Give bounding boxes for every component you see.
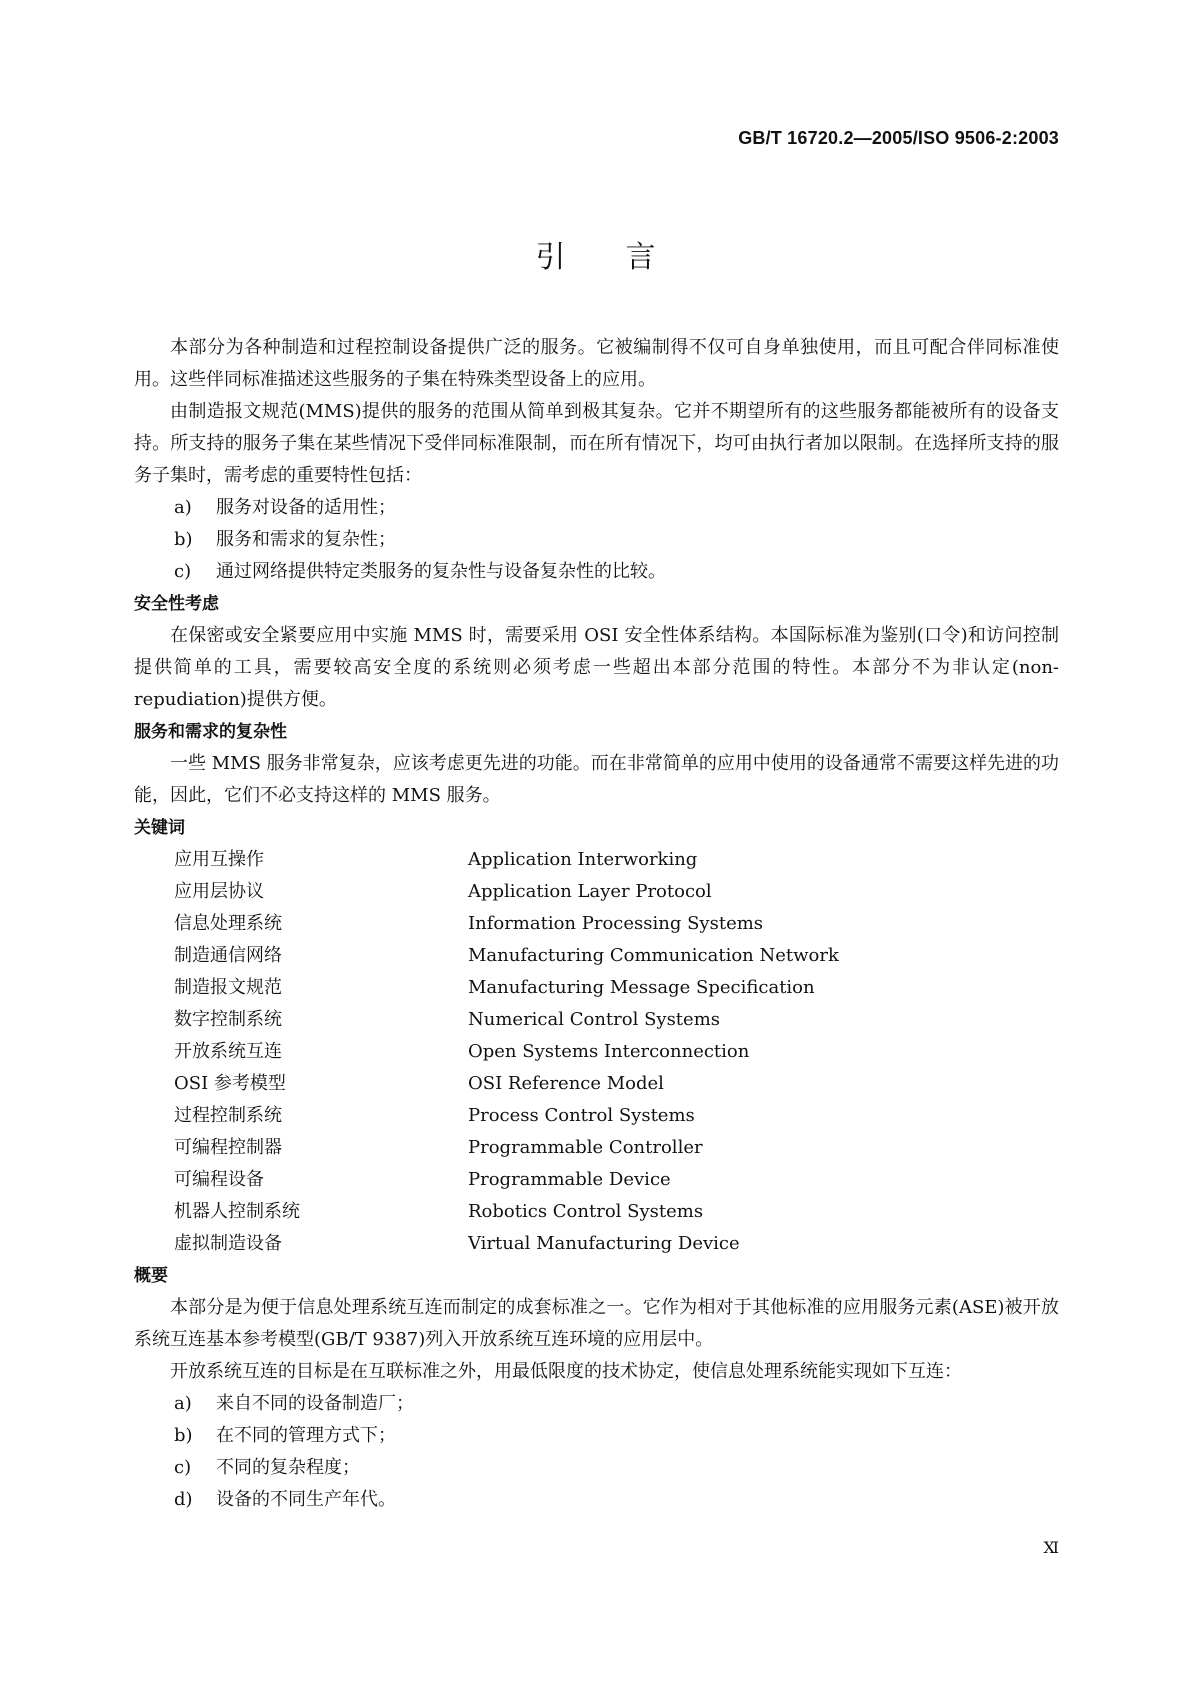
list-text: 在不同的管理方式下； — [216, 1425, 396, 1446]
list-item — [134, 1484, 1059, 1516]
keyword-en: Programmable Controller — [468, 1137, 703, 1158]
list-marker: b) — [174, 529, 193, 550]
keyword-row — [134, 1100, 1059, 1132]
intro-paragraph-1: 本部分为各种制造和过程控制设备提供广泛的服务。它被编制得不仅可自身单独使用，而且可配合伴同标准使用。这些伴同标准描述这些服务的子集在特殊类型设备上的应用。 — [134, 337, 1059, 390]
keyword-en: Manufacturing Message Specification — [468, 977, 815, 998]
list-marker: c) — [174, 561, 192, 582]
keyword-row — [134, 940, 1059, 972]
keyword-cn: 制造报文规范 — [174, 977, 282, 998]
list-marker: a) — [174, 1393, 192, 1414]
keyword-row — [134, 1196, 1059, 1228]
list-item — [134, 556, 1059, 588]
keyword-en: Application Interworking — [468, 849, 698, 870]
list-marker: d) — [174, 1489, 193, 1510]
keyword-row — [134, 1132, 1059, 1164]
list-item — [134, 492, 1059, 524]
keyword-en: Open Systems Interconnection — [468, 1041, 750, 1062]
keyword-cn: 可编程设备 — [174, 1169, 264, 1190]
keyword-cn: 虚拟制造设备 — [174, 1233, 282, 1254]
section-heading-overview: 概要 — [134, 1266, 168, 1286]
list-item — [134, 1420, 1059, 1452]
list-marker: c) — [174, 1457, 192, 1478]
keyword-row — [134, 1004, 1059, 1036]
keyword-en: Virtual Manufacturing Device — [468, 1233, 740, 1254]
keyword-cn: OSI 参考模型 — [174, 1073, 286, 1094]
keyword-en: OSI Reference Model — [468, 1073, 664, 1094]
keyword-en: Manufacturing Communication Network — [468, 945, 839, 966]
standard-code: GB/T 16720.2—2005/ISO 9506-2:2003 — [738, 128, 1059, 148]
keyword-row — [134, 1068, 1059, 1100]
keyword-row — [134, 1228, 1059, 1260]
keyword-cn: 应用层协议 — [174, 881, 264, 902]
keyword-en: Application Layer Protocol — [468, 881, 712, 902]
section-heading-keywords: 关键词 — [134, 818, 185, 838]
keyword-cn: 过程控制系统 — [174, 1105, 282, 1126]
list-item — [134, 1388, 1059, 1420]
keyword-en: Information Processing Systems — [468, 913, 764, 934]
list-text: 通过网络提供特定类服务的复杂性与设备复杂性的比较。 — [216, 561, 666, 582]
document-body — [134, 332, 1059, 1516]
keyword-row — [134, 908, 1059, 940]
keyword-en: Process Control Systems — [468, 1105, 695, 1126]
keyword-cn: 信息处理系统 — [174, 913, 282, 934]
list-item — [134, 524, 1059, 556]
keyword-en: Programmable Device — [468, 1169, 671, 1190]
list-text: 不同的复杂程度； — [216, 1457, 360, 1478]
keyword-cn: 数字控制系统 — [174, 1009, 282, 1030]
keyword-row — [134, 844, 1059, 876]
list-marker: b) — [174, 1425, 193, 1446]
keyword-row — [134, 1036, 1059, 1068]
page-title: 引言 — [535, 240, 716, 275]
keyword-cn: 机器人控制系统 — [174, 1201, 300, 1222]
list-item — [134, 1452, 1059, 1484]
section-heading-security: 安全性考虑 — [134, 594, 219, 614]
intro-paragraph-2: 由制造报文规范(MMS)提供的服务的范围从简单到极其复杂。它并不期望所有的这些服务都能被所有的设备支持。所支持的服务子集在某些情况下受伴同标准限制，而在所有情况下，均可由执行者加以限制。在选择所支持的服务子集时，需考虑的重要特性包括： — [134, 401, 1059, 486]
overview-paragraph-2: 开放系统互连的目标是在互联标准之外，用最低限度的技术协定，使信息处理系统能实现如下互连： — [170, 1361, 962, 1382]
list-text: 服务和需求的复杂性； — [216, 529, 396, 550]
overview-paragraph-1: 本部分是为便于信息处理系统互连而制定的成套标准之一。它作为相对于其他标准的应用服务元素(ASE)被开放系统互连基本参考模型(GB/T 9387)列入开放系统互连环境的应用层中。 — [134, 1297, 1059, 1350]
keyword-cn: 应用互操作 — [174, 849, 264, 870]
page-number: Ⅺ — [1043, 1538, 1059, 1557]
section-heading-complexity: 服务和需求的复杂性 — [134, 722, 287, 742]
keyword-cn: 开放系统互连 — [174, 1041, 282, 1062]
keyword-list — [134, 844, 1059, 1260]
keyword-en: Numerical Control Systems — [468, 1009, 720, 1030]
complexity-paragraph: 一些 MMS 服务非常复杂，应该考虑更先进的功能。而在非常简单的应用中使用的设备通常不需要这样先进的功能，因此，它们不必支持这样的 MMS 服务。 — [134, 753, 1059, 806]
list-marker: a) — [174, 497, 192, 518]
keyword-en: Robotics Control Systems — [468, 1201, 704, 1222]
keyword-row — [134, 1164, 1059, 1196]
list-text: 来自不同的设备制造厂； — [216, 1393, 414, 1414]
security-paragraph: 在保密或安全紧要应用中实施 MMS 时，需要采用 OSI 安全性体系结构。本国际标准为鉴别(口令)和访问控制提供简单的工具，需要较高安全度的系统则必须考虑一些超出本部分范围的特性。本部分不为非认定(non-repudiation)提供方便。 — [134, 625, 1059, 710]
list-text: 服务对设备的适用性； — [216, 497, 396, 518]
keyword-cn: 制造通信网络 — [174, 945, 282, 966]
keyword-row — [134, 972, 1059, 1004]
keyword-cn: 可编程控制器 — [174, 1137, 282, 1158]
list-text: 设备的不同生产年代。 — [216, 1489, 396, 1510]
keyword-row — [134, 876, 1059, 908]
